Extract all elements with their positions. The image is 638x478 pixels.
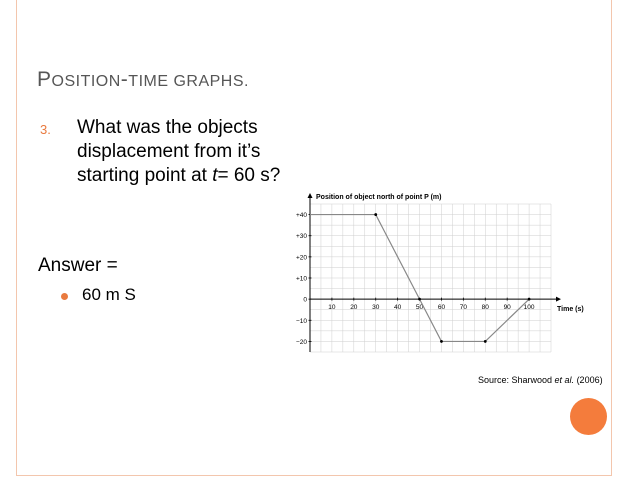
- decorative-circle-icon: [570, 398, 607, 435]
- x-tick-label: 10: [328, 304, 336, 312]
- y-tick-label: 0: [303, 296, 307, 304]
- source-etal: et al.: [554, 375, 575, 385]
- title-separator: -: [120, 68, 129, 91]
- x-tick-label: 60: [437, 304, 446, 312]
- x-tick-label: 50: [415, 304, 424, 312]
- x-axis-arrow-icon: [556, 297, 561, 302]
- source-suffix: (2006): [574, 375, 603, 385]
- y-axis-arrow-icon: [308, 193, 313, 198]
- title-letter: P: [37, 68, 52, 91]
- y-tick-label: +20: [295, 254, 307, 262]
- data-point: [418, 298, 421, 301]
- x-tick-label: 70: [459, 304, 467, 312]
- data-point: [484, 340, 487, 343]
- question-part-1: What was the objects displacement from it’s starting point at: [77, 117, 261, 186]
- question-part-2: = 60 s?: [217, 165, 281, 186]
- y-tick-label: −20: [295, 338, 307, 346]
- answer-value: 60 m S: [82, 285, 136, 304]
- source-caption: [478, 375, 603, 385]
- answer-label: Answer =: [38, 255, 118, 276]
- question-text: [77, 116, 292, 188]
- x-tick-label: 90: [503, 304, 511, 312]
- y-tick-label: +30: [295, 233, 307, 241]
- position-time-graph: [285, 186, 605, 366]
- data-point: [528, 298, 531, 301]
- title-word: OSITION: [51, 73, 121, 90]
- x-tick-label: 100: [523, 304, 535, 312]
- y-tick-label: +40: [295, 212, 307, 220]
- source-prefix: Source: Sharwood: [478, 375, 555, 385]
- x-tick-label: 30: [372, 304, 380, 312]
- x-tick-label: 20: [350, 304, 358, 312]
- chart-grid: [310, 204, 551, 352]
- slide-title: [37, 68, 249, 92]
- data-point: [440, 340, 443, 343]
- question-number: 3.: [40, 122, 51, 137]
- x-tick-label: 40: [394, 304, 402, 312]
- bullet-icon: [61, 293, 68, 300]
- y-tick-label: −10: [295, 317, 307, 325]
- title-word-2: TIME GRAPHS.: [128, 73, 249, 90]
- data-point: [374, 213, 377, 216]
- y-tick-label: +10: [295, 275, 307, 283]
- question-variable: t: [212, 165, 218, 186]
- x-tick-label: 80: [481, 304, 489, 312]
- chart-ylabel: Position of object north of point P (m): [316, 194, 442, 201]
- chart-xlabel: Time (s): [557, 306, 584, 313]
